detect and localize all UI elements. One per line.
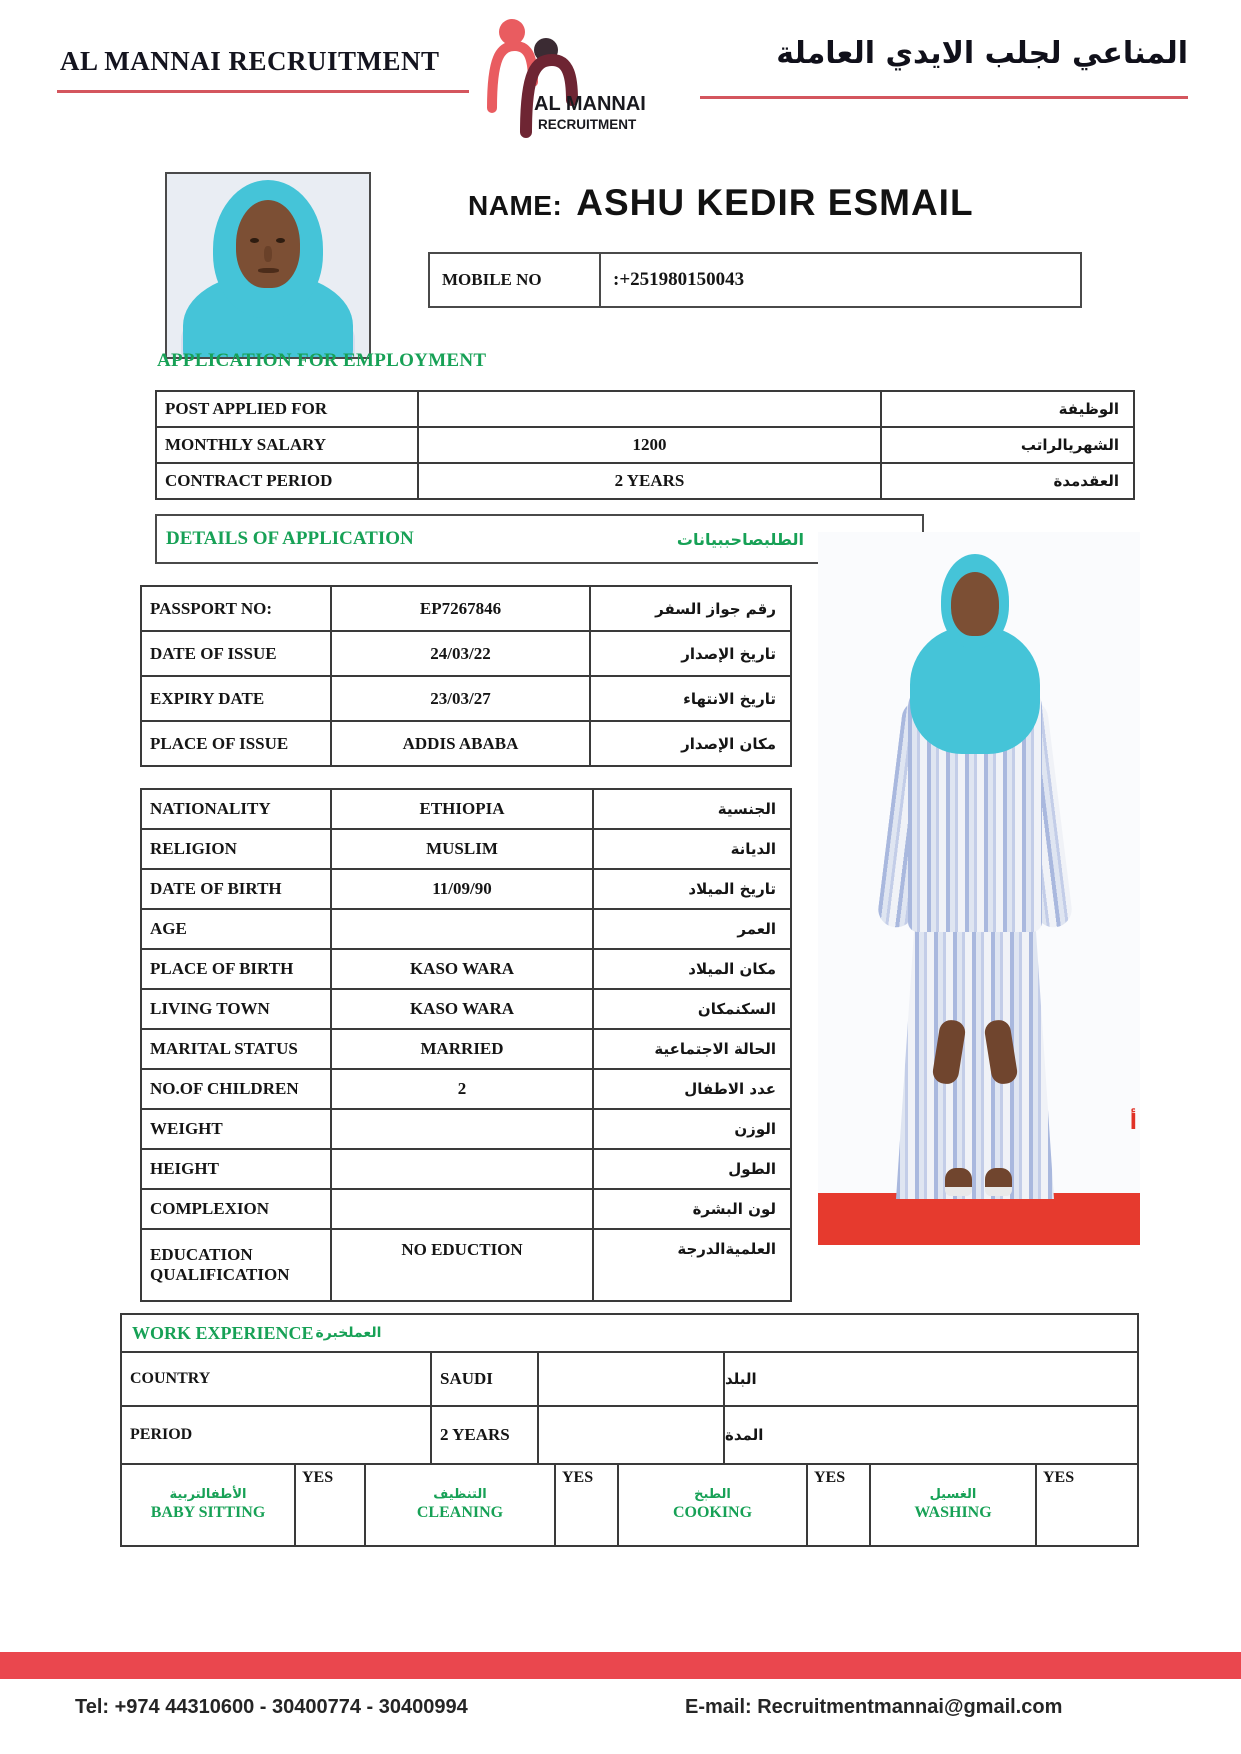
row-label-arabic: العمر bbox=[593, 909, 791, 949]
photo-skirt bbox=[896, 917, 1054, 1199]
row-label: MONTHLY SALARY bbox=[156, 427, 418, 463]
row-label: COMPLEXION bbox=[141, 1189, 331, 1229]
row-label-arabic: السكنمكان bbox=[593, 989, 791, 1029]
footer-telephone: Tel: +974 44310600 - 30400774 - 30400994 bbox=[75, 1696, 468, 1718]
personal-details-table bbox=[140, 788, 792, 1302]
table-row bbox=[141, 1069, 791, 1109]
table-row bbox=[141, 1029, 791, 1069]
empty-cell bbox=[537, 1407, 723, 1463]
row-label: PLACE OF BIRTH bbox=[141, 949, 331, 989]
company-name-arabic: المناعي لجلب الايدي العاملة bbox=[776, 36, 1188, 71]
skills-row bbox=[122, 1463, 1137, 1545]
post-applied-table bbox=[155, 390, 1135, 500]
photo-face bbox=[236, 200, 300, 288]
logo-text-bottom: RECRUITMENT bbox=[538, 117, 637, 132]
row-value: MUSLIM bbox=[331, 829, 593, 869]
name-label: NAME: bbox=[468, 190, 563, 221]
mobile-label: MOBILE NO bbox=[430, 254, 601, 306]
row-value bbox=[331, 1109, 593, 1149]
skill-label-arabic: الأطفالتربية bbox=[169, 1486, 247, 1502]
row-label-arabic: المدة bbox=[723, 1407, 1137, 1463]
row-label: PASSPORT NO: bbox=[141, 586, 331, 631]
skill-label-arabic: التنظيف bbox=[433, 1486, 487, 1502]
skill-baby-sitting bbox=[122, 1465, 294, 1545]
skill-label: BABY SITTING bbox=[150, 1504, 266, 1522]
empty-cell bbox=[537, 1353, 723, 1405]
table-row bbox=[141, 586, 791, 631]
row-value bbox=[331, 1189, 593, 1229]
row-value bbox=[418, 391, 881, 427]
row-value: NO EDUCTION bbox=[331, 1229, 593, 1301]
row-value bbox=[331, 1149, 593, 1189]
row-value: KASO WARA bbox=[331, 949, 593, 989]
table-row bbox=[141, 989, 791, 1029]
row-label: DATE OF ISSUE bbox=[141, 631, 331, 676]
table-row bbox=[141, 1149, 791, 1189]
table-row bbox=[156, 427, 1134, 463]
row-label: NO.OF CHILDREN bbox=[141, 1069, 331, 1109]
row-label: MARITAL STATUS bbox=[141, 1029, 331, 1069]
row-value: ETHIOPIA bbox=[331, 789, 593, 829]
table-row bbox=[141, 829, 791, 869]
logo-text-top: AL MANNAI bbox=[534, 93, 646, 115]
photo-red-mark: أ bbox=[1129, 1110, 1137, 1134]
work-experience-table bbox=[120, 1313, 1139, 1547]
skill-cleaning bbox=[364, 1465, 554, 1545]
row-label: AGE bbox=[141, 909, 331, 949]
photo-eye bbox=[250, 238, 259, 243]
section-title-details-arabic: الطلبصاحببيانات bbox=[676, 529, 804, 549]
row-value: MARRIED bbox=[331, 1029, 593, 1069]
row-value: 23/03/27 bbox=[331, 676, 590, 721]
row-value: 11/09/90 bbox=[331, 869, 593, 909]
section-title-details: DETAILS OF APPLICATION bbox=[166, 528, 414, 549]
row-label-arabic: العقدمدة bbox=[881, 463, 1134, 499]
row-value: SAUDI bbox=[430, 1353, 537, 1405]
table-row bbox=[141, 631, 791, 676]
skill-answer: YES bbox=[294, 1465, 364, 1545]
work-experience-header bbox=[122, 1315, 1137, 1351]
row-label-arabic: تاريخ الميلاد bbox=[593, 869, 791, 909]
row-value: 2 YEARS bbox=[430, 1407, 537, 1463]
table-row bbox=[141, 909, 791, 949]
red-carpet bbox=[818, 1193, 1140, 1245]
table-row bbox=[141, 1229, 791, 1301]
skill-washing bbox=[869, 1465, 1035, 1545]
table-row bbox=[156, 391, 1134, 427]
details-of-application-box bbox=[155, 514, 924, 564]
row-label: RELIGION bbox=[141, 829, 331, 869]
row-label-arabic: تاريخ الانتهاء bbox=[590, 676, 791, 721]
skill-label: CLEANING bbox=[416, 1504, 504, 1522]
row-label: DATE OF BIRTH bbox=[141, 869, 331, 909]
row-label-arabic: مكان الإصدار bbox=[590, 721, 791, 766]
row-value: 2 YEARS bbox=[418, 463, 881, 499]
row-label-arabic: الجنسية bbox=[593, 789, 791, 829]
name-row bbox=[468, 182, 974, 224]
row-label: NATIONALITY bbox=[141, 789, 331, 829]
row-label-arabic: رقم جواز السفر bbox=[590, 586, 791, 631]
row-value: EP7267846 bbox=[331, 586, 590, 631]
row-label: WEIGHT bbox=[141, 1109, 331, 1149]
photo-mouth bbox=[258, 268, 279, 273]
mobile-number-box bbox=[428, 252, 1082, 308]
row-label: EDUCATION QUALIFICATION bbox=[141, 1229, 331, 1301]
row-label-arabic: العلميةالدرجة bbox=[593, 1229, 791, 1301]
row-label-arabic: الطول bbox=[593, 1149, 791, 1189]
photo-foot bbox=[945, 1168, 972, 1196]
row-label: PERIOD bbox=[130, 1426, 193, 1443]
applicant-photo bbox=[165, 172, 371, 359]
photo-face bbox=[951, 572, 999, 636]
full-body-photo bbox=[818, 532, 1140, 1245]
row-label-arabic: تاريخ الإصدار bbox=[590, 631, 791, 676]
row-label: CONTRACT PERIOD bbox=[156, 463, 418, 499]
row-value: 1200 bbox=[418, 427, 881, 463]
row-label-arabic: الشهريالراتب bbox=[881, 427, 1134, 463]
row-label: HEIGHT bbox=[141, 1149, 331, 1189]
table-row bbox=[122, 1405, 1137, 1463]
skill-answer: YES bbox=[554, 1465, 617, 1545]
company-name-english: AL MANNAI RECRUITMENT bbox=[60, 46, 440, 76]
header-underline-left bbox=[57, 90, 469, 93]
row-label-arabic: عدد الاطفال bbox=[593, 1069, 791, 1109]
table-row bbox=[141, 676, 791, 721]
header-underline-right bbox=[700, 96, 1188, 99]
table-row bbox=[141, 869, 791, 909]
skill-label-arabic: الطبخ bbox=[694, 1486, 731, 1502]
row-label-arabic: مكان الميلاد bbox=[593, 949, 791, 989]
section-title-application: APPLICATION FOR EMPLOYMENT bbox=[157, 350, 487, 371]
logo-figures-icon bbox=[470, 6, 682, 138]
row-value: 2 bbox=[331, 1069, 593, 1109]
photo-nose bbox=[264, 246, 272, 262]
skill-answer: YES bbox=[1035, 1465, 1137, 1545]
mobile-value: :+251980150043 bbox=[613, 269, 745, 290]
applicant-name: ASHU KEDIR ESMAIL bbox=[576, 182, 974, 223]
table-row bbox=[141, 721, 791, 766]
row-label: LIVING TOWN bbox=[141, 989, 331, 1029]
table-row bbox=[141, 1109, 791, 1149]
section-title-work-arabic: العملخبرة bbox=[315, 1325, 382, 1341]
row-label: COUNTRY bbox=[130, 1370, 211, 1387]
row-label-arabic: لون البشرة bbox=[593, 1189, 791, 1229]
photo-foot bbox=[985, 1168, 1012, 1196]
photo-eye bbox=[276, 238, 285, 243]
company-logo bbox=[470, 6, 682, 138]
row-value: 24/03/22 bbox=[331, 631, 590, 676]
passport-table bbox=[140, 585, 792, 767]
row-value bbox=[331, 909, 593, 949]
table-row bbox=[141, 1189, 791, 1229]
row-label: PLACE OF ISSUE bbox=[141, 721, 331, 766]
row-label-arabic: البلد bbox=[723, 1353, 1137, 1405]
row-value: KASO WARA bbox=[331, 989, 593, 1029]
table-row bbox=[141, 949, 791, 989]
row-label-arabic: الديانة bbox=[593, 829, 791, 869]
row-label: EXPIRY DATE bbox=[141, 676, 331, 721]
row-label-arabic: الحالة الاجتماعية bbox=[593, 1029, 791, 1069]
skill-cooking bbox=[617, 1465, 806, 1545]
table-row bbox=[122, 1351, 1137, 1405]
skill-label-arabic: الغسيل bbox=[929, 1486, 977, 1502]
footer-email: E-mail: Recruitmentmannai@gmail.com bbox=[685, 1696, 1063, 1718]
skill-answer: YES bbox=[806, 1465, 869, 1545]
skill-label: COOKING bbox=[672, 1504, 753, 1522]
section-title-work: WORK EXPERIENCE bbox=[132, 1322, 314, 1343]
table-row bbox=[156, 463, 1134, 499]
row-label: POST APPLIED FOR bbox=[156, 391, 418, 427]
table-row bbox=[141, 789, 791, 829]
skill-label: WASHING bbox=[914, 1504, 992, 1522]
footer-red-bar bbox=[0, 1652, 1241, 1679]
row-value: ADDIS ABABA bbox=[331, 721, 590, 766]
row-label-arabic: الوظيفة bbox=[881, 391, 1134, 427]
row-label-arabic: الوزن bbox=[593, 1109, 791, 1149]
